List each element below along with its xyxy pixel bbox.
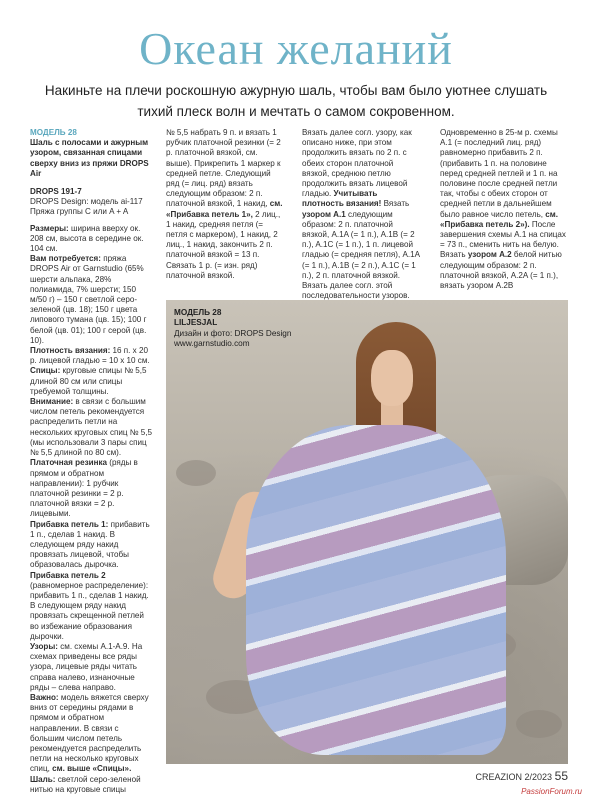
column3-text-3: следующим образом: 2 п. платочной вязкой, A.1A (= 1 п.), A.1B (= 2 п.), A.1C (= 1 п.), 1 п. лицевой гладью (= средняя петля), A.1A (= 1 п.), A.1B (= 2 п.), A.1C (= 1 п.), 2 п. платочной вязкой. Вязать далее согл. этой последовательности узоров. <box>302 209 420 301</box>
density-note: Учитывать плотность вязания! <box>302 189 382 209</box>
text-column-4 <box>440 128 568 291</box>
caption-model: МОДЕЛЬ 28 <box>174 308 222 317</box>
column4-text-3: белой нитью следующим образом: 2 п. платочной вязкой, A.2A (= 1 п.), вязать узором A.2B <box>440 250 562 291</box>
sizes-paragraph <box>30 224 152 255</box>
column2-text-1: № 5,5 набрать 9 п. и вязать 1 рубчик платочной резинки (= 2 р. платочной вязкой, см. выше). Прикрепить 1 маркер к средней петле. Следующий ряд (= лиц. ряд) вязать следующим образом: 2 п. платочной вязкой, 1 накид, <box>166 128 281 209</box>
column2-text-2: 2 лиц., 1 накид, средняя петля (= петля с маркером), 1 накид, 2 лиц., 1 накид, закончить 2 п. платочной вязкой = 13 п. Связать 1 р. (= изн. ряд) платочной вязкой. <box>166 209 281 280</box>
page-number: 55 <box>554 769 568 783</box>
page-title: Океан желаний <box>139 23 453 74</box>
intro-line-2: тихий плеск волн и мечтать о самом сокровенном. <box>137 104 455 119</box>
important-text: модель вяжется сверху вниз от середины рядами в прямом и обратном направлении. В связи с большим числом петель рекомендуется распределить петли на несколько круговых спиц, <box>30 692 149 774</box>
model-photo <box>166 300 568 764</box>
pebble <box>176 460 216 486</box>
model-number: МОДЕЛЬ 28 <box>30 128 77 137</box>
attention-label: Внимание: <box>30 397 74 407</box>
important-paragraph <box>30 693 152 775</box>
increase2-paragraph <box>30 571 152 642</box>
pebble <box>516 710 562 738</box>
pattern-a2-ref: узором A.2 <box>467 250 512 260</box>
caption-credit: Дизайн и фото: DROPS Design <box>174 328 292 338</box>
sizes-text: ширина вверху ок. 208 см, высота в середине ок. 104 см. <box>30 223 144 254</box>
photo-caption <box>174 308 291 350</box>
intro-text <box>40 80 552 122</box>
rib-paragraph <box>30 458 152 519</box>
model-face <box>371 350 413 406</box>
rib-label: Платочная резинка <box>30 458 108 468</box>
increase2-label: Прибавка петель 2 <box>30 570 106 580</box>
density-text: 16 п. х 20 р. лицевой гладью = 10 х 10 см. <box>30 346 150 366</box>
materials-label: Вам потребуется: <box>30 254 101 264</box>
materials-text: пряжа DROPS Air от Garnstudio (65% шерсти альпака, 28% полиамида, 7% шерсти; 150 м/50 г) – 150 г светлой серо-зеленой (цв. 18); 150 г цвета липового тумана (цв. 15); 100 г белой (цв. 01); 100 г серой (цв. 10). <box>30 254 147 345</box>
increase2-text: (равномерное распределение): прибавить 1 п., сделав 1 накид. В следующем ряду накид провязать скрещенной петлей во избежание образования дырочки. <box>30 580 149 641</box>
text-column-1 <box>30 128 152 795</box>
patterns-text: см. схемы A.1-A.9. На схемах приведены все ряды узора, лицевые ряды читать справа налево, изнаночные ряды – слева направо. <box>30 641 143 692</box>
needles-paragraph <box>30 366 152 397</box>
page-footer <box>0 768 592 800</box>
caption-name: LILJESJAL <box>174 318 218 328</box>
column3-paragraph <box>302 128 420 301</box>
sizes-label: Размеры: <box>30 223 69 233</box>
column3-text-2: Вязать <box>381 199 410 209</box>
shawl-text: светлой серо-зеленой нитью на круговые спицы <box>30 774 141 794</box>
density-label: Плотность вязания: <box>30 346 111 356</box>
model-description: Шаль с полосами и ажурным узором, связанная спицами сверху вниз из пряжи DROPS Air <box>30 138 149 178</box>
see-above-ref: см. выше «Спицы». <box>52 764 132 774</box>
attention-text: в связи с большим числом петель рекомендуется распределить петли на нескольких круговых спиц № 5,5 (мы использовали 3 пары спиц № 5,5 длиной по 80 см). <box>30 397 152 458</box>
column4-text-1: Одновременно в 25-м р. схемы A.1 (= последний лиц. ряд) равномерно прибавить 2 п. (прибавить 1 п. на половине перед средней петлей и 1 п. на половине после средней петли так, чтобы с обеих сторон от средней петли в дальнейшем было равное число петель, <box>440 128 558 219</box>
watermark: PassionForum.ru <box>521 787 582 796</box>
text-column-3 <box>302 128 420 301</box>
caption-url: www.garnstudio.com <box>174 339 250 349</box>
important-label: Важно: <box>30 692 59 702</box>
model-design: DROPS Design: модель ai-117 Пряжа группы C или A + A <box>30 197 143 217</box>
shawl-label: Шаль: <box>30 774 56 784</box>
rib-text: (ряды в прямом и обратном направлении): 1 рубчик платочной резинки = 2 р. платочной вязки = 2 р. лицевыми. <box>30 458 138 519</box>
attention-paragraph <box>30 397 152 458</box>
column4-paragraph <box>440 128 568 291</box>
patterns-label: Узоры: <box>30 641 58 651</box>
needles-text: круговые спицы № 5,5 длиной 80 см или спицы требуемой толщины. <box>30 366 147 396</box>
needles-label: Спицы: <box>30 366 61 376</box>
intro-line-1: Накиньте на плечи роскошную ажурную шаль, чтобы вам было уютнее слушать <box>44 83 548 98</box>
materials-paragraph <box>30 254 152 346</box>
text-column-2 <box>166 128 284 281</box>
model-code: DROPS 191-7 <box>30 187 82 197</box>
increase1-label: Прибавка петель 1: <box>30 519 109 529</box>
increase1-paragraph <box>30 520 152 571</box>
increase1-ref: см. «Прибавка петель 1», <box>166 199 283 219</box>
magazine-issue: CREAZION 2/2023 <box>475 772 552 782</box>
patterns-paragraph <box>30 642 152 693</box>
striped-shawl <box>246 425 506 755</box>
column3-text-1: Вязать далее согл. узору, как описано ниже, при этом продолжить вязать по 2 п. с обеих сторон платочной вязкой, среднюю петлю продолжить вязать лицевой гладью. <box>302 128 412 199</box>
pattern-a1-ref: узором A.1 <box>302 209 346 219</box>
density-paragraph <box>30 346 152 366</box>
column2-paragraph <box>166 128 284 281</box>
increase1-text: прибавить 1 п., сделав 1 накид. В следующем ряду накид провязать лицевой, чтобы образовалась дырочка. <box>30 519 150 570</box>
increase2-ref: см. «Прибавка петель 2»). <box>440 209 559 229</box>
column4-text-2: После завершения схемы A.1 на спицах = 73 п., сменить нить на белую. Вязать <box>440 219 566 260</box>
